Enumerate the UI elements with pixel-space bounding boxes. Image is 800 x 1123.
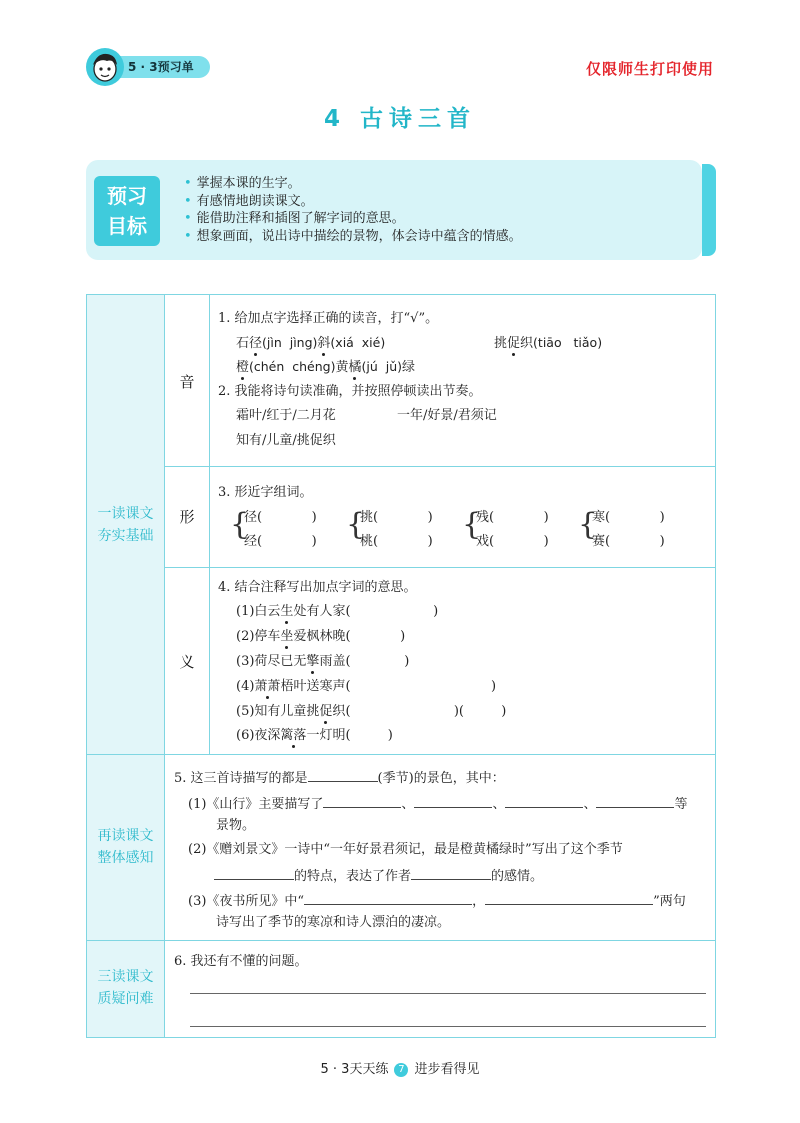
q5-line3: 景物。 bbox=[216, 818, 256, 833]
page-number: 7 bbox=[394, 1063, 408, 1077]
page-title: 4 古诗三首 bbox=[323, 106, 476, 132]
q1-pinyin-option[interactable]: (xiá xié) bbox=[330, 335, 386, 350]
header-badge: 5 · 3预习单 bbox=[104, 56, 210, 78]
q1-char: 挑 bbox=[494, 336, 508, 351]
section-1-line2: 夯实基础 bbox=[97, 528, 154, 544]
scenery-blank[interactable] bbox=[414, 793, 492, 808]
section-3-line1: 三读课文 bbox=[97, 969, 154, 985]
q1-pinyin-option[interactable]: (jú jǔ) bbox=[361, 359, 402, 374]
brace: { bbox=[230, 507, 250, 542]
q2-prompt: 2. 我能将诗句读准确，并按照停顿读出节奏。 bbox=[218, 384, 482, 399]
goals-label bbox=[94, 176, 160, 246]
paren-close: ) bbox=[543, 510, 549, 525]
q2-line1a: 霜叶/红于/二月花 bbox=[236, 408, 336, 423]
divider bbox=[209, 294, 210, 754]
q4-text: (3)荷尽已无 bbox=[236, 654, 307, 669]
q4-item[interactable] bbox=[236, 727, 393, 745]
q4-text: 一灯明( bbox=[306, 728, 351, 743]
q5-text: 5. 这三首诗描写的都是 bbox=[174, 771, 308, 786]
boy-avatar-icon bbox=[85, 47, 125, 87]
q5-text: 等 bbox=[674, 797, 688, 812]
q4-dotted-word: 擎 bbox=[306, 654, 320, 669]
section-3-line2: 质疑问难 bbox=[97, 991, 154, 1007]
q3-word-field[interactable] bbox=[476, 509, 549, 527]
q4-item[interactable] bbox=[236, 703, 506, 721]
goals-label-line2: 目标 bbox=[107, 214, 147, 238]
paren-close: ) bbox=[427, 534, 433, 549]
sub-label-form: 形 bbox=[179, 508, 195, 526]
q4-item[interactable] bbox=[236, 628, 405, 646]
q5-sep: 、 bbox=[492, 797, 506, 812]
q2-line1b: 一年/好景/君须记 bbox=[397, 408, 497, 423]
paren-close: ) bbox=[427, 510, 433, 525]
q5-line4: (2)《赠刘景文》一诗中“一年好景君须记，最是橙黄橘绿时”写出了这个季节 bbox=[188, 842, 623, 857]
divider bbox=[86, 754, 716, 755]
goal-item: • 有感情地朗读课文。 bbox=[184, 193, 522, 211]
scenery-blank[interactable] bbox=[596, 793, 674, 808]
q4-item[interactable] bbox=[236, 653, 409, 671]
paren-close: ) bbox=[659, 510, 665, 525]
section-label-2 bbox=[87, 825, 164, 869]
q5-text: ”两句 bbox=[653, 894, 686, 909]
q3-word-field[interactable] bbox=[592, 533, 665, 551]
paren-close: ) bbox=[491, 679, 497, 694]
paren-close: ) bbox=[543, 534, 549, 549]
goal-item: • 掌握本课的生字。 bbox=[184, 175, 522, 193]
q5-line1 bbox=[174, 767, 505, 788]
q1-dotted-char: 橘 bbox=[348, 360, 362, 375]
q1-dotted-char: 斜 bbox=[317, 336, 331, 351]
q4-text: (2)停车 bbox=[236, 629, 281, 644]
sub-label-meaning: 义 bbox=[179, 653, 195, 671]
q4-item[interactable] bbox=[236, 678, 496, 696]
q1-dotted-char: 径 bbox=[249, 336, 263, 351]
q5-text: (季节)的景色，其中： bbox=[377, 771, 505, 786]
q4-dotted-word: 坐 bbox=[280, 629, 294, 644]
section-2-line2: 整体感知 bbox=[97, 850, 154, 866]
q1-pinyin-option[interactable]: (tiāo tiǎo) bbox=[533, 335, 603, 350]
answer-line[interactable] bbox=[190, 993, 706, 994]
q4-text: 爱枫林晚( bbox=[293, 629, 351, 644]
scenery-blank[interactable] bbox=[505, 793, 583, 808]
brace: { bbox=[462, 507, 482, 542]
q4-text: (5)知有儿童 bbox=[236, 704, 307, 719]
q3-word-field[interactable] bbox=[244, 533, 317, 551]
q1-char: 黄 bbox=[335, 360, 349, 375]
paren-close: ) bbox=[433, 604, 439, 619]
q4-item[interactable] bbox=[236, 603, 438, 621]
divider bbox=[86, 940, 716, 941]
q2-line2: 知有/儿童/挑促织 bbox=[236, 433, 336, 448]
q4-text: (1)白云 bbox=[236, 604, 281, 619]
q4-prompt: 4. 结合注释写出加点字词的意思。 bbox=[218, 580, 417, 595]
q1-dotted-char: 橙 bbox=[236, 360, 250, 375]
goals-list bbox=[184, 175, 522, 245]
q1-line-a bbox=[236, 334, 385, 353]
q5-text: 的特点，表达了作者 bbox=[294, 869, 412, 884]
q4-dotted-word: 萧萧 bbox=[254, 679, 281, 694]
footer bbox=[0, 1058, 800, 1077]
q3-word-field[interactable] bbox=[360, 533, 433, 551]
q3-char: 寒( bbox=[592, 510, 611, 525]
q3-char: 戏( bbox=[476, 534, 495, 549]
print-notice: 仅限师生打印使用 bbox=[585, 60, 714, 78]
section-2-line1: 再读课文 bbox=[97, 828, 154, 844]
paren-mid: )( bbox=[453, 704, 464, 719]
q5-sep: 、 bbox=[583, 797, 597, 812]
paren-close: ) bbox=[659, 534, 665, 549]
brace: { bbox=[578, 507, 598, 542]
paren-close: ) bbox=[387, 728, 393, 743]
q5-line7: 诗写出了季节的寒凉和诗人漂泊的凄凉。 bbox=[216, 915, 451, 930]
q4-dotted-word: 生 bbox=[280, 604, 294, 619]
brace: { bbox=[346, 507, 366, 542]
q1-line-b bbox=[494, 334, 602, 353]
divider bbox=[164, 567, 716, 568]
q4-text: (4) bbox=[236, 679, 255, 694]
paren-close: ) bbox=[311, 510, 317, 525]
q3-char: 径( bbox=[244, 510, 263, 525]
footer-slogan: 进步看得见 bbox=[414, 1062, 480, 1077]
q5-sep: 、 bbox=[401, 797, 415, 812]
goal-item: • 能借助注释和插图了解字词的意思。 bbox=[184, 210, 522, 228]
q4-dotted-word: 篱落 bbox=[280, 728, 307, 743]
q4-text: (6)夜深 bbox=[236, 728, 281, 743]
q3-char: 挑( bbox=[360, 510, 379, 525]
q1-char: 绿 bbox=[402, 360, 416, 375]
q4-text: 梧叶送寒声( bbox=[280, 679, 351, 694]
section-1-line1: 一读课文 bbox=[97, 506, 154, 522]
q1-char: 石 bbox=[236, 336, 250, 351]
scenery-blank[interactable] bbox=[323, 793, 401, 808]
q5-line2 bbox=[188, 793, 687, 814]
paren-close: ) bbox=[311, 534, 317, 549]
q3-char: 赛( bbox=[592, 534, 611, 549]
q3-word-field[interactable] bbox=[360, 509, 433, 527]
section-label-3 bbox=[87, 966, 164, 1010]
goals-tab bbox=[702, 164, 716, 256]
q3-word-field[interactable] bbox=[244, 509, 317, 527]
q4-text: ( bbox=[345, 704, 351, 719]
q3-prompt: 3. 形近字组词。 bbox=[218, 485, 313, 500]
q4-text: 处有人家( bbox=[293, 604, 351, 619]
season-blank[interactable] bbox=[308, 767, 378, 782]
footer-brand: 5 · 3天天练 bbox=[320, 1062, 389, 1077]
paren-close: ) bbox=[400, 629, 406, 644]
q5-text: (1)《山行》主要描写了 bbox=[188, 797, 324, 812]
q1-line-c bbox=[236, 358, 415, 377]
divider bbox=[164, 466, 716, 467]
q3-char: 经( bbox=[244, 534, 263, 549]
verse-blank[interactable] bbox=[485, 890, 653, 905]
q6-prompt: 6. 我还有不懂的问题。 bbox=[174, 954, 308, 969]
q1-pinyin-option[interactable]: (chén chéng) bbox=[249, 359, 336, 374]
feeling-blank[interactable] bbox=[411, 865, 491, 880]
q3-word-field[interactable] bbox=[592, 509, 665, 527]
q5-line5 bbox=[214, 865, 543, 886]
answer-line[interactable] bbox=[190, 1026, 706, 1027]
goals-label-line1: 预习 bbox=[107, 184, 147, 208]
q1-char: 织 bbox=[520, 336, 534, 351]
verse-blank[interactable] bbox=[304, 890, 472, 905]
sub-label-sound: 音 bbox=[179, 373, 195, 391]
q3-char: 残( bbox=[476, 510, 495, 525]
q3-word-field[interactable] bbox=[476, 533, 549, 551]
section-label-1 bbox=[87, 503, 164, 547]
q5-line6 bbox=[188, 890, 686, 911]
feature-blank[interactable] bbox=[214, 865, 294, 880]
paren-close: ) bbox=[404, 654, 410, 669]
q1-pinyin-option[interactable]: (jìn jìng) bbox=[262, 335, 318, 350]
q5-text: (3)《夜书所见》中“ bbox=[188, 894, 305, 909]
q5-text: 的感情。 bbox=[491, 869, 544, 884]
q1-dotted-char: 促 bbox=[507, 336, 521, 351]
q1-prompt: 1. 给加点字选择正确的读音，打“√”。 bbox=[218, 311, 439, 326]
q5-sep: ， bbox=[472, 894, 486, 909]
paren-close: ) bbox=[501, 704, 507, 719]
q4-text: 雨盖( bbox=[319, 654, 351, 669]
q3-char: 桃( bbox=[360, 534, 379, 549]
goal-item: • 想象画面，说出诗中描绘的景物，体会诗中蕴含的情感。 bbox=[184, 228, 522, 246]
q4-dotted-word: 挑促织 bbox=[306, 704, 346, 719]
